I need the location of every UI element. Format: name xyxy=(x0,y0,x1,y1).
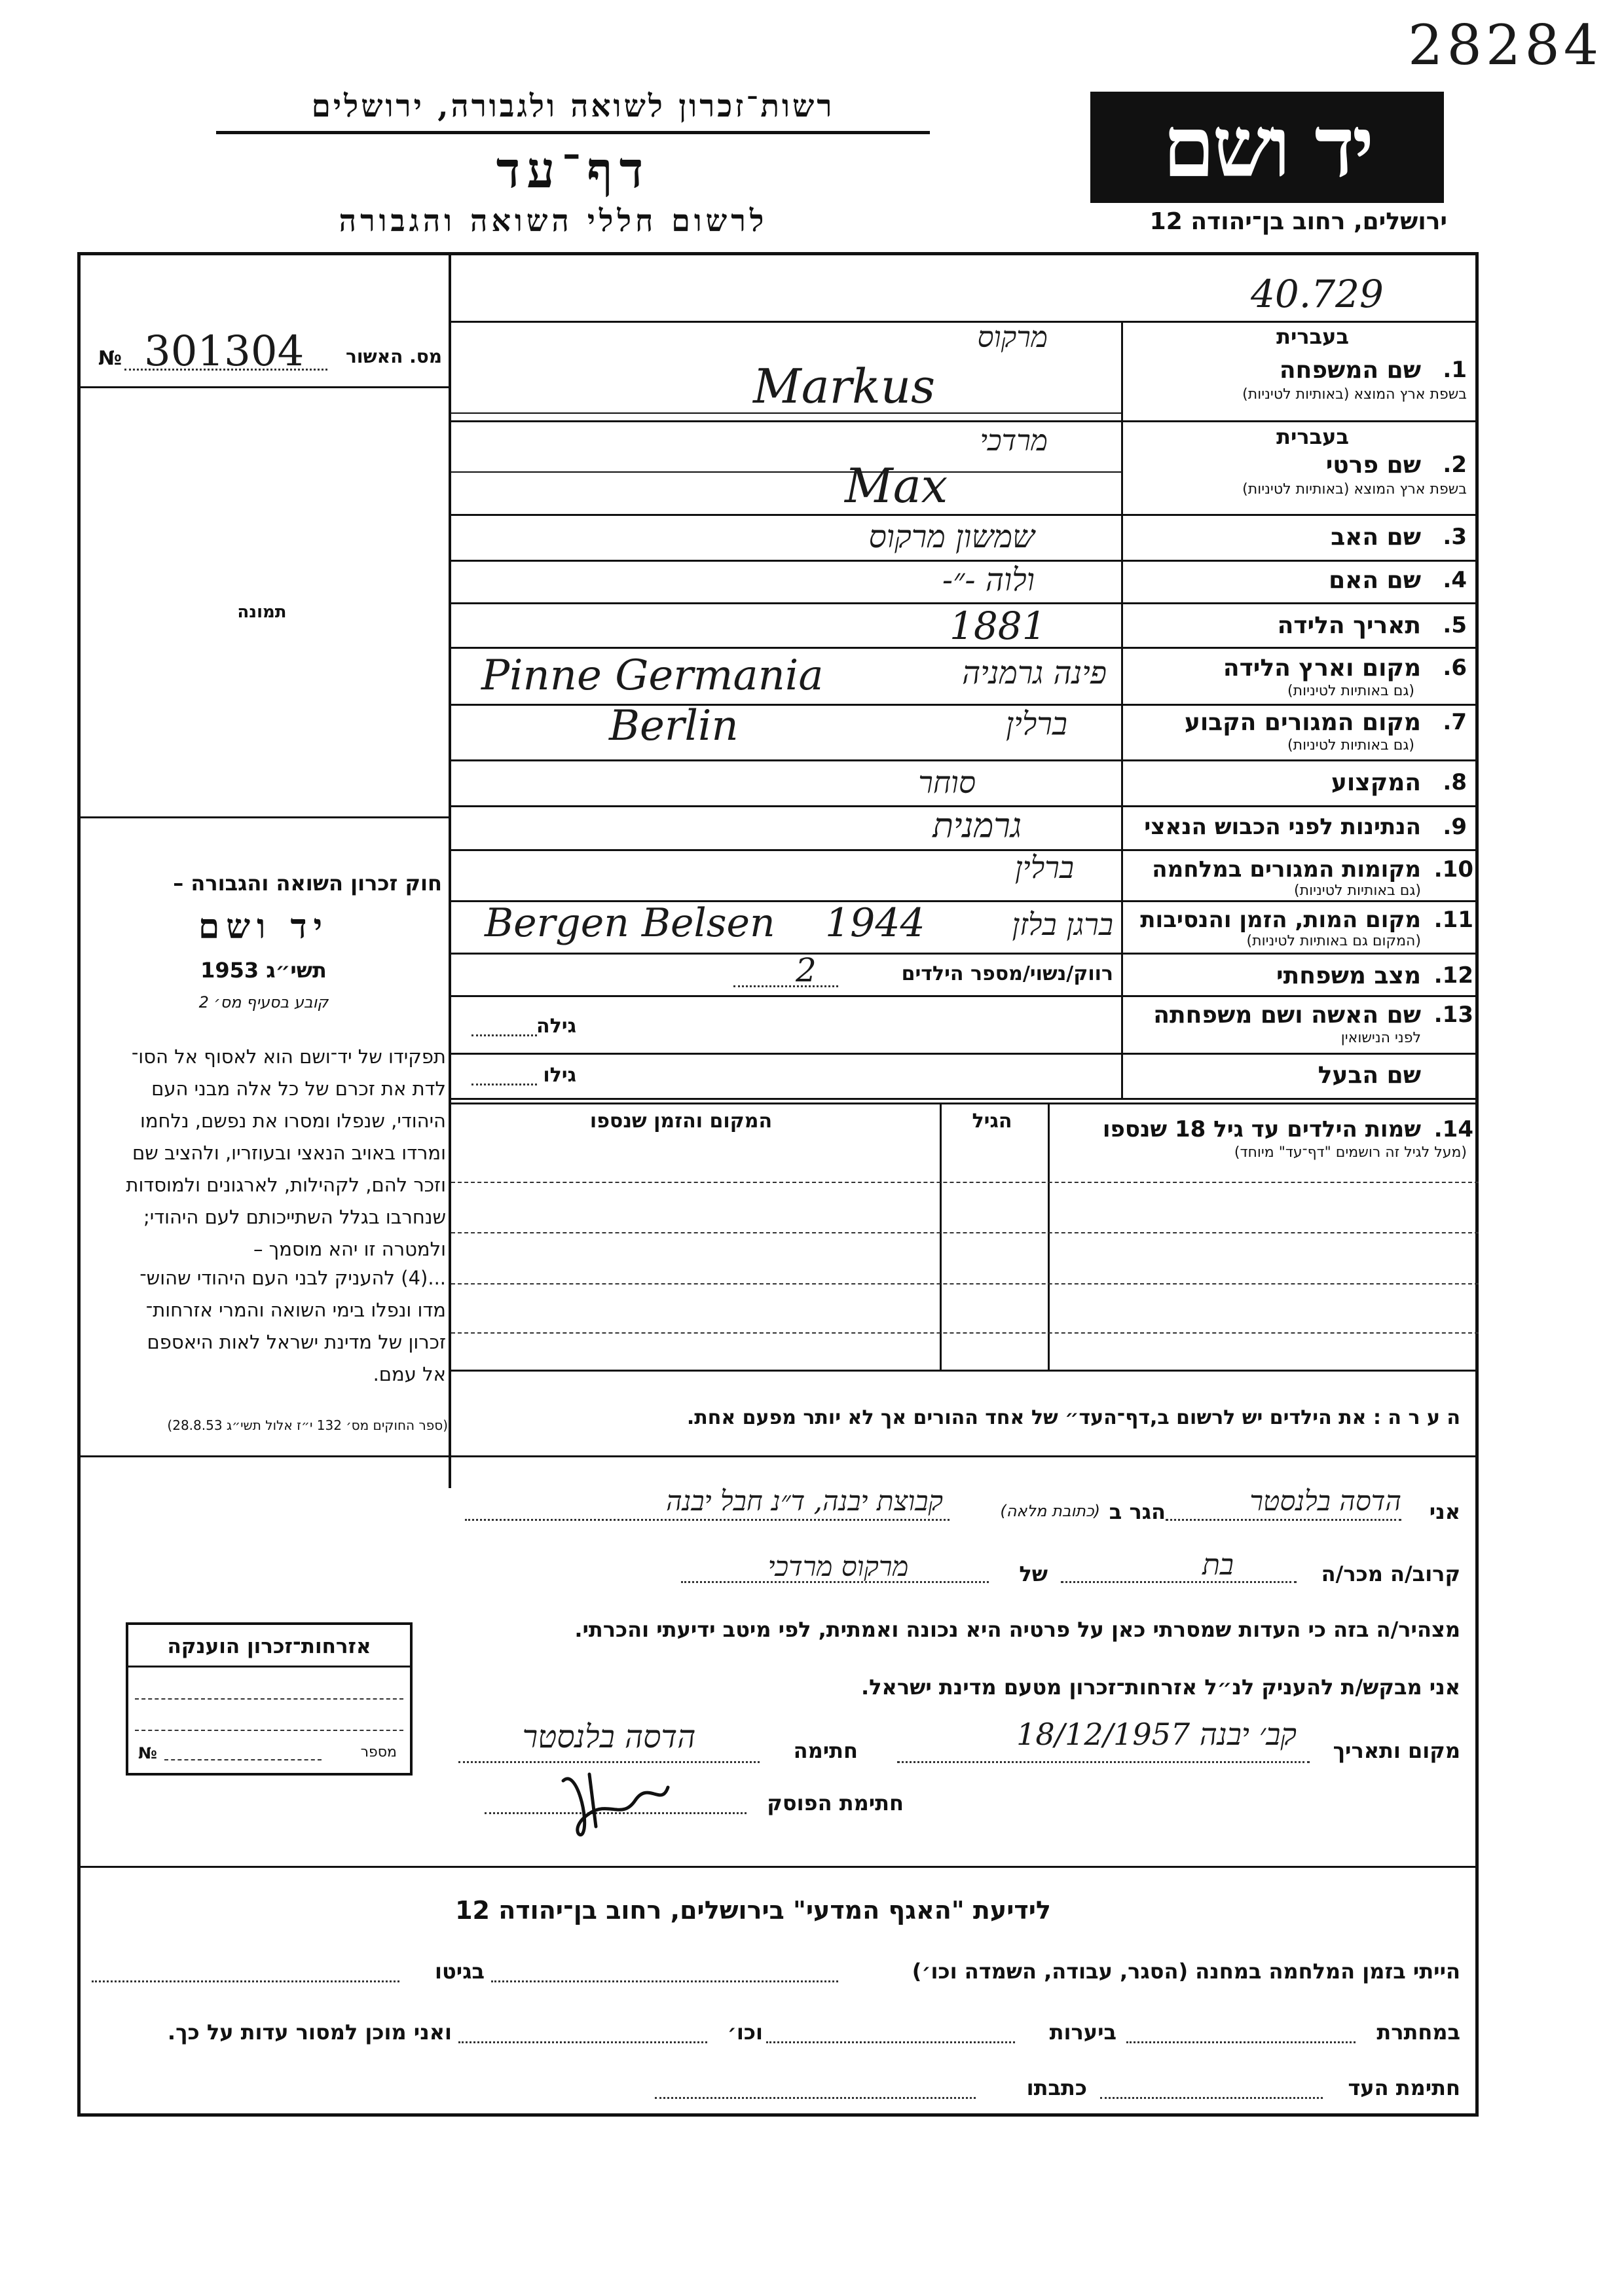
field-4-value: ולוה -״- xyxy=(942,562,1035,598)
declarant-address: קבוצת יבנה, ד״נ חבל יבנה xyxy=(666,1485,943,1517)
row-sep-13 xyxy=(451,1053,1479,1055)
field-10-number: 10. xyxy=(1433,856,1473,883)
issuer-label: חתימת הפוסק xyxy=(767,1791,904,1815)
field-13-label: שם האשה ושם משפחתה xyxy=(1153,1002,1421,1029)
children-col-div-2 xyxy=(1048,1102,1050,1371)
children-sub: (מעל לגיל זה רושמים "דף־עד" מיוחד) xyxy=(1234,1144,1467,1161)
row-sep-7 xyxy=(451,759,1479,761)
husband-age-line xyxy=(471,1084,537,1085)
bottom-line1-a: הייתי בזמן המלחמה במחנה (הסגר, עבודה, השמדה וכו׳) xyxy=(912,1959,1460,1984)
authority-underline xyxy=(216,131,930,134)
field-5-number: 5. xyxy=(1443,612,1467,638)
declaration-resides-label: הגר ב xyxy=(1109,1499,1166,1524)
field-7-number: 7. xyxy=(1443,709,1467,735)
bottom-line1-field-b xyxy=(92,1980,399,1982)
children-header-top xyxy=(451,1102,1479,1104)
form-border-left xyxy=(77,252,81,2117)
field-12-number: 12. xyxy=(1433,962,1473,989)
field-2-sub: בשפת ארץ המוצא (באותיות לטיניות) xyxy=(1242,481,1467,498)
form-border-top xyxy=(77,252,1479,255)
field-13-number: 13. xyxy=(1433,1002,1473,1028)
citizenship-line-2 xyxy=(135,1730,403,1731)
field-5-value: 1881 xyxy=(950,604,1046,648)
field-1-value-hebrew: מרקוס xyxy=(977,321,1048,354)
field-13-age-label: גילה xyxy=(536,1015,576,1038)
field-10-label: מקומות המגורים במלחמה xyxy=(1152,856,1421,883)
field-4-label: שם האם xyxy=(1329,567,1421,594)
form-border-bottom xyxy=(77,2113,1479,2117)
form-title: דף־עד xyxy=(496,141,650,199)
yad-vashem-logo: יד ושם xyxy=(1090,92,1444,203)
law-title: חוק זכרון השואה והגבורה – xyxy=(173,871,442,896)
field-13-sub: לפני הנישואין xyxy=(1340,1030,1421,1046)
children-row-1 xyxy=(451,1182,1479,1183)
field-8-value: סוחר xyxy=(918,765,976,800)
field-2-value-hebrew: מרדכי xyxy=(980,424,1048,458)
address-header: ירושלים, רחוב בן־יהודה 12 xyxy=(1149,208,1447,235)
children-number: 14. xyxy=(1433,1116,1473,1142)
field-9-number: 9. xyxy=(1443,814,1467,840)
citizenship-no-sign: № xyxy=(138,1744,157,1762)
law-p2-l3: זכרון של מדינת ישראל לאות היאספם xyxy=(147,1331,446,1353)
statement-1: מצהיר/ה בזה כי העדות שמסרתי כאן על פרטיה היא נכונה ואמתית, לפי מיטב ידיעתי והכרתי. xyxy=(574,1617,1460,1642)
bottom-line1-b: בגיטו xyxy=(435,1959,485,1984)
citizenship-box xyxy=(126,1622,413,1776)
approval-label: מס. האשור xyxy=(346,346,442,367)
bottom-line2-b: ביערות xyxy=(1049,2020,1116,2045)
of-line xyxy=(681,1581,989,1583)
field-11-value-year: 1944 xyxy=(825,900,925,946)
declaration-address-hint: (כתובת מלאה) xyxy=(1000,1502,1100,1520)
field-8-label: המקצוע xyxy=(1331,769,1421,796)
field-9-label: הנתינות לפני הכבוש הנאצי xyxy=(1144,814,1421,840)
field-11-number: 11. xyxy=(1433,907,1473,933)
husband-label: שם הבעל xyxy=(1318,1062,1421,1089)
law-p2-l1: ...(4) להעניק לבני העם היהודי שהוש־ xyxy=(139,1267,446,1289)
field-8-number: 8. xyxy=(1443,769,1467,795)
row-sep-2a xyxy=(451,471,1121,473)
signature-value: הדסה בלנסטר xyxy=(522,1719,696,1755)
row-sep-2 xyxy=(451,514,1479,516)
approval-row-bottom xyxy=(77,386,451,388)
row-sep-1 xyxy=(451,420,1479,422)
citizenship-title: אזרחות־זכרון הוענקה xyxy=(167,1635,371,1658)
law-source: (ספר החוקים מס׳ 132 י״ז אלול תשי״ג 28.8.53) xyxy=(167,1417,448,1433)
bottom-line3-field-b xyxy=(655,2097,976,2099)
photo-box-bottom xyxy=(77,816,451,818)
field-7-value-latin: Berlin xyxy=(609,702,739,750)
field-11-label: מקום המות, הזמן והנסיבות xyxy=(1140,907,1421,933)
form-border-right xyxy=(1475,252,1479,2117)
of-label: של xyxy=(1019,1561,1048,1586)
field-12-value: רווק/נשוי/מספר הילדים xyxy=(901,962,1113,985)
field-13-age-line xyxy=(471,1034,537,1036)
children-row-4 xyxy=(451,1332,1479,1334)
approval-number: 301304 xyxy=(144,327,304,376)
field-4-number: 4. xyxy=(1443,567,1467,593)
field-10-sub: (גם באותיות לטיניות) xyxy=(1294,883,1421,899)
signature-label: חתימה xyxy=(793,1738,858,1763)
field-2-hebrew-tag: בעברית xyxy=(1276,424,1349,449)
field-6-number: 6. xyxy=(1443,655,1467,681)
field-2-number: 2. xyxy=(1443,452,1467,478)
declaration-i-label: אני xyxy=(1429,1499,1460,1524)
field-12-label: מצב משפחתי xyxy=(1276,962,1421,989)
citizenship-title-rule xyxy=(128,1666,410,1667)
bottom-line1-field-a xyxy=(491,1980,838,1982)
note: ה ע ר ה : את הילדים יש לרשום ב,דף־העד״ של אחד ההורים אך לא יותר מפעם אחת. xyxy=(686,1406,1460,1429)
field-11-value-hebrew: ברגן בלזן xyxy=(1012,907,1113,942)
field-1-sub: בשפת ארץ המוצא (באותיות לטיניות) xyxy=(1242,386,1467,403)
reference-number: 28284 xyxy=(1408,13,1603,77)
field-7-sub: (גם באותיות לטיניות) xyxy=(1287,737,1414,754)
law-p1-l7: ולמטרה זו יהא מוסמך – xyxy=(253,1238,446,1260)
field-11-sub: (המקום גם באותיות לטיניות) xyxy=(1246,933,1421,949)
law-paragraph-1 xyxy=(83,1041,446,1266)
children-title: שמות הילדים עד גיל 18 שנספו xyxy=(1102,1116,1421,1142)
law-p1-l6: שנחרבו בגלל השתייכותם לעם היהודי; xyxy=(143,1206,446,1228)
field-7-label: מקום המגורים הקבוע xyxy=(1184,709,1421,736)
field-1-number: 1. xyxy=(1443,357,1467,383)
bottom-line2-field-a xyxy=(1126,2041,1356,2043)
children-row-2 xyxy=(451,1232,1479,1233)
field-12-children-count: 2 xyxy=(796,951,817,989)
declarant-address-line xyxy=(465,1519,950,1521)
children-row-3 xyxy=(451,1283,1479,1285)
statement-2: אני מבקש/ת להעניק לנ״ל אזרחות־זכרון מטעם מדינת ישראל. xyxy=(861,1675,1460,1700)
field-1-value-latin: Markus xyxy=(753,359,936,414)
children-left-edge xyxy=(449,1102,451,1371)
field-6-label: מקום וארץ הלידה xyxy=(1223,655,1421,682)
children-table-bottom xyxy=(451,1370,1479,1372)
field-11-value-latin: Bergen Belsen xyxy=(485,900,775,946)
field-6-sub: (גם באותיות לטיניות) xyxy=(1287,683,1414,699)
bottom-line2-a: במחתרת xyxy=(1376,2020,1460,2045)
law-paragraph-2 xyxy=(83,1262,446,1391)
law-p1-l4: ומרדו באויב הנאצי ובעוזריו, ולהציב שם xyxy=(132,1142,446,1164)
law-p2-l2: מדו ונפלו בימי השואה והמרי אזרחות־ xyxy=(145,1299,446,1321)
bottom-section-rule xyxy=(77,1866,1479,1868)
issuer-signature xyxy=(550,1761,681,1846)
field-2-value-latin: Max xyxy=(845,458,948,513)
children-col-div-1 xyxy=(940,1102,942,1371)
row-sep-14 xyxy=(451,1098,1479,1100)
form-subtitle: לרשום חללי השואה והגבורה xyxy=(339,203,768,238)
approval-line xyxy=(124,369,327,371)
approval-no-sign: № xyxy=(98,347,122,370)
field-10-value: ברלין xyxy=(1014,850,1074,885)
children-col-place: המקום והזמן שנספו xyxy=(589,1110,773,1133)
place-date-line xyxy=(897,1761,1310,1763)
bottom-line2-field-c xyxy=(458,2041,707,2043)
place-date-label: מקום ותאריך xyxy=(1333,1738,1460,1763)
relation-line xyxy=(1061,1581,1297,1583)
law-year: תשי״ג 1953 xyxy=(200,958,327,983)
photo-label: תמונה xyxy=(237,602,287,622)
children-col-age: הגיל xyxy=(972,1110,1012,1133)
bottom-line2-field-b xyxy=(766,2041,1015,2043)
file-number: 40.729 xyxy=(1251,272,1384,316)
authority-title: רשות־זכרון לשואה ולגבורה, ירושלים xyxy=(311,88,835,124)
place-date-value: קב׳ יבנה 18/12/1957 xyxy=(1016,1717,1297,1752)
field-12-line xyxy=(733,985,838,987)
bottom-line3-a: חתימת העד xyxy=(1348,2075,1460,2100)
field-3-number: 3. xyxy=(1443,524,1467,550)
declarant-name-line xyxy=(1166,1519,1401,1521)
field-5-label: תאריך הלידה xyxy=(1277,612,1421,639)
law-p1-l2: לדת את זכרם של כל אלה מבני העם xyxy=(151,1078,446,1100)
bottom-title: לידיעת "האגף המדעי" בירושלים, רחוב בן־יהודה 12 xyxy=(455,1896,1051,1925)
field-7-value-hebrew: ברלין xyxy=(1006,706,1067,742)
field-9-value: גרמנית xyxy=(932,807,1022,846)
note-row-bottom xyxy=(77,1455,1479,1457)
field-3-value: שמשון מרקוס xyxy=(868,519,1035,555)
relative-label: קרוב/ה מכר/ה xyxy=(1321,1561,1460,1586)
husband-age-label: גילו xyxy=(543,1064,576,1087)
law-p1-l3: היהודי, שנפלו ומסרו את נפשם, נלחמו xyxy=(139,1110,446,1132)
row-sep-11 xyxy=(451,953,1479,955)
field-6-value-hebrew: פינה גרמניה xyxy=(962,655,1107,691)
law-p1-l1: תפקידו של יד־ושם הוא לאסוף אל הסו־ xyxy=(131,1046,446,1068)
citizenship-line-1 xyxy=(135,1698,403,1700)
law-p1-l5: וזכר להם, לקהילות, לארגונים ולמוסדות xyxy=(126,1174,446,1196)
row-sep-12 xyxy=(451,995,1479,997)
law-clause: קובע בסעיף מס׳ 2 xyxy=(198,993,329,1011)
bottom-line2-d: ואני מוכן למסור עדות על כך. xyxy=(167,2020,452,2045)
field-2-label: שם פרטי xyxy=(1325,452,1421,479)
bottom-line3-field-a xyxy=(1100,2097,1323,2099)
field-1-label: שם המשפחה xyxy=(1279,357,1421,384)
bottom-line2-c: וכו׳ xyxy=(727,2020,763,2045)
label-column-divider xyxy=(1121,321,1123,1098)
relation-value: בת xyxy=(1202,1548,1234,1582)
declarant-name: הדסה בלנסטר xyxy=(1249,1485,1401,1517)
field-3-label: שם האב xyxy=(1331,524,1421,551)
citizenship-number-label: מספר xyxy=(360,1744,397,1760)
field-1-hebrew-tag: בעברית xyxy=(1276,324,1349,349)
citizenship-number-line xyxy=(164,1759,322,1760)
of-value: מרקוס מרדכי xyxy=(767,1550,909,1582)
law-p2-l4: אל עמם. xyxy=(373,1363,446,1385)
field-6-value-latin: Pinne Germania xyxy=(481,651,824,700)
bottom-line3-b: כתבתו xyxy=(1026,2075,1087,2100)
law-name: יד ושם xyxy=(198,907,329,947)
